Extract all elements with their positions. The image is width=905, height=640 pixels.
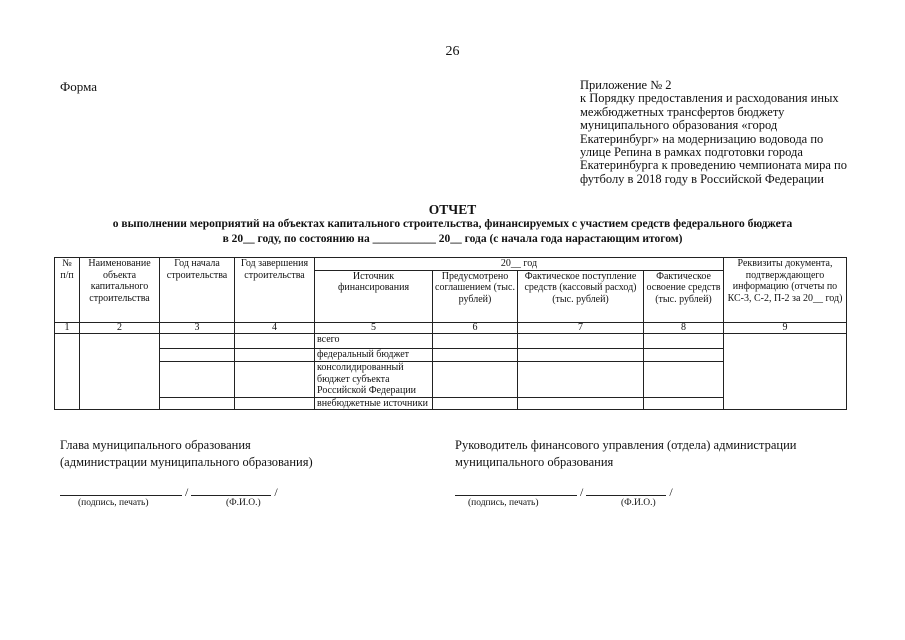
header-actual: Фактическое освоение средств (тыс. рублей)	[644, 270, 724, 323]
header-end-year: Год завершения строительства	[235, 258, 315, 323]
signature-title: Глава муниципального образования	[60, 438, 251, 452]
row-source-federal: федеральный бюджет	[315, 349, 433, 362]
cell-planned	[433, 349, 518, 362]
row-source-total: всего	[315, 334, 433, 349]
report-subtitle-line2: в 20__ году, по состоянию на ___________ 20__ года (с начала года нарастающим итогом)	[222, 233, 683, 245]
cell-received	[518, 334, 644, 349]
cell-received	[518, 349, 644, 362]
table-row	[55, 334, 847, 349]
header-source: Источник финансирования	[315, 270, 433, 323]
cell-end-year	[235, 362, 315, 398]
cell-start-year	[160, 334, 235, 349]
cell-planned	[433, 362, 518, 398]
header-row-1	[55, 258, 847, 271]
cell-start-year	[160, 397, 235, 410]
column-number-row	[55, 323, 847, 334]
report-table	[54, 257, 847, 410]
column-number: 6	[433, 323, 518, 334]
cell-planned	[433, 397, 518, 410]
report-subtitle-line1: о выполнении мероприятий на объектах капитального строительства, финансируемых с участием средств федерального бюджета	[112, 218, 793, 230]
cell-object-name	[80, 334, 160, 410]
appendix-text: к Порядку предоставления и расходования иных межбюджетных трансфертов бюджету муниципального образования «город Екатеринбург» на модернизацию водовода по улице Репина в рамках подготовки города Екатеринбурга к проведению чемпионата мира по футболу в 2018 году в Российской Федерации	[580, 91, 847, 186]
signature-block-finance	[455, 437, 796, 471]
row-source-regional: консолидированный бюджет субъекта Российской Федерации	[315, 362, 433, 398]
cell-received	[518, 397, 644, 410]
header-requisites: Реквизиты документа, подтверждающего информацию (отчеты по КС-3, С-2, П-2 за 20__ год)	[724, 258, 847, 323]
column-number: 1	[55, 323, 80, 334]
header-year-group: 20__ год	[315, 258, 724, 271]
signature-caption-sign: (подпись, печать)	[78, 498, 149, 508]
cell-start-year	[160, 349, 235, 362]
column-number: 4	[235, 323, 315, 334]
signature-block-head	[60, 437, 313, 471]
header-start-year: Год начала строительства	[160, 258, 235, 323]
signature-caption-sign: (подпись, печать)	[468, 498, 539, 508]
column-number: 9	[724, 323, 847, 334]
cell-planned	[433, 334, 518, 349]
appendix-number: Приложение № 2	[580, 78, 672, 92]
appendix-block	[580, 79, 850, 186]
cell-actual	[644, 334, 724, 349]
signature-title: Руководитель финансового управления (отдела) администрации	[455, 438, 797, 452]
header-num: № п/п	[55, 258, 80, 323]
signature-line-finance: / /	[455, 483, 673, 500]
signature-title: (администрации муниципального образования)	[60, 455, 313, 469]
cell-requisites	[724, 334, 847, 410]
cell-end-year	[235, 334, 315, 349]
header-planned: Предусмотрено соглашением (тыс. рублей)	[433, 270, 518, 323]
column-number: 2	[80, 323, 160, 334]
report-title-block	[0, 202, 905, 247]
column-number: 7	[518, 323, 644, 334]
column-number: 5	[315, 323, 433, 334]
signature-title: муниципального образования	[455, 455, 614, 469]
form-label: Форма	[60, 79, 97, 94]
report-title: ОТЧЕТ	[428, 202, 477, 217]
signature-caption-name: (Ф.И.О.)	[226, 498, 261, 508]
signature-line-head: / /	[60, 483, 278, 500]
signature-caption-name: (Ф.И.О.)	[621, 498, 656, 508]
cell-actual	[644, 397, 724, 410]
column-number: 8	[644, 323, 724, 334]
column-number: 3	[160, 323, 235, 334]
cell-start-year	[160, 362, 235, 398]
page-number: 26	[445, 44, 460, 59]
cell-actual	[644, 362, 724, 398]
cell-end-year	[235, 349, 315, 362]
header-object-name: Наименование объекта капитального строительства	[80, 258, 160, 323]
header-received: Фактическое поступление средств (кассовый расход) (тыс. рублей)	[518, 270, 644, 323]
row-source-extrabudgetary: внебюджетные источники	[315, 397, 433, 410]
cell-received	[518, 362, 644, 398]
cell-num	[55, 334, 80, 410]
cell-actual	[644, 349, 724, 362]
cell-end-year	[235, 397, 315, 410]
